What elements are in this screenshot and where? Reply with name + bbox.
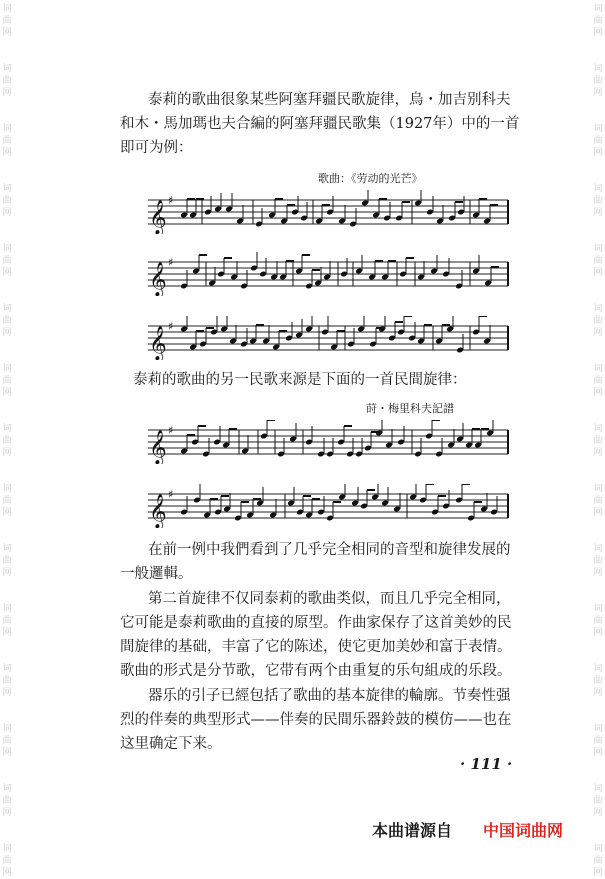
watermark-glyph: 网 [2,508,12,518]
watermark-glyph: 网 [593,808,603,818]
watermark-glyph: 网 [2,88,12,98]
watermark-glyph: 网 [2,568,12,578]
paragraph-4 [120,587,520,683]
watermark-glyph: 词 [593,784,603,794]
watermark-glyph: 曲 [2,76,12,86]
watermark-glyph: 词 [2,304,12,314]
paragraph-5-line-3: 这里确定下来。 [120,736,222,752]
watermark-glyph: 网 [593,328,603,338]
watermark-glyph: 词 [2,484,12,494]
watermark-glyph: 词 [2,724,12,734]
watermark-glyph: 词 [593,844,603,854]
watermark-glyph: 词 [2,184,12,194]
watermark-glyph: 词 [2,4,12,14]
watermark-glyph: 网 [2,688,12,698]
paragraph-5 [120,684,520,756]
watermark-glyph: 网 [2,628,12,638]
watermark-glyph: 网 [2,208,12,218]
paragraph-4-line-1: 第二首旋律不仅同泰莉的歌曲类似，而且几乎完全相同， [148,591,511,607]
paragraph-5-line-1: 器乐的引子已經包括了歌曲的基本旋律的輪廓。节奏性强 [148,688,511,704]
example-1-caption: 歌曲：《劳动的光芒》 [318,172,423,185]
watermark-glyph: 曲 [2,796,12,806]
paragraph-1-line-3: 即可为例： [120,140,193,156]
treble-clef-icon: 𝄞 [149,262,167,296]
watermark-glyph: 词 [593,724,603,734]
watermark-glyph: 词 [593,544,603,554]
watermark-glyph: 词 [593,4,603,14]
watermark-glyph: 词 [2,544,12,554]
watermark-glyph: 网 [2,148,12,158]
watermark-glyph: 网 [593,688,603,698]
watermark-glyph: 网 [593,628,603,638]
watermark-glyph: 曲 [593,736,603,746]
watermark-glyph: 词 [593,64,603,74]
paragraph-3-line-2: 一般邏輯。 [120,566,193,582]
page-number: · 111 · [460,755,513,773]
treble-clef-icon: 𝄞 [149,200,167,234]
watermark-glyph: 词 [593,664,603,674]
music-staff-4 [148,420,510,464]
watermark-glyph: 词 [2,424,12,434]
watermark-glyph: 词 [593,184,603,194]
music-staff-1 [148,190,510,234]
watermark-glyph: 曲 [593,556,603,566]
watermark-glyph: 网 [2,28,12,38]
watermark-glyph: 网 [593,868,603,878]
watermark-glyph: 曲 [593,436,603,446]
watermark-glyph: 网 [593,448,603,458]
watermark-glyph: 曲 [593,496,603,506]
watermark-glyph: 网 [2,868,12,878]
watermark-glyph: 网 [593,28,603,38]
watermark-glyph: 词 [593,484,603,494]
watermark-glyph: 网 [2,328,12,338]
watermark-glyph: 网 [593,388,603,398]
music-staff-3 [148,316,510,360]
watermark-glyph: 词 [2,604,12,614]
watermark-glyph: 曲 [593,76,603,86]
watermark-glyph: 曲 [593,316,603,326]
watermark-glyph: 曲 [593,676,603,686]
watermark-glyph: 曲 [593,256,603,266]
watermark-glyph: 网 [593,748,603,758]
watermark-glyph: 词 [2,64,12,74]
watermark-glyph: 词 [593,364,603,374]
left-watermark-strip [0,0,14,878]
watermark-glyph: 网 [593,208,603,218]
watermark-glyph: 曲 [2,496,12,506]
watermark-glyph: 曲 [2,16,12,26]
source-site: 中国词曲网 [483,821,564,840]
watermark-glyph: 词 [2,664,12,674]
example-2-credit: 莳・梅里科夫記譜 [366,402,454,415]
watermark-glyph: 曲 [593,376,603,386]
watermark-glyph: 曲 [593,616,603,626]
paragraph-1 [120,88,520,160]
sharp-icon: ♯ [168,194,174,207]
music-staff-2 [148,252,510,296]
watermark-glyph: 网 [2,808,12,818]
watermark-glyph: 曲 [593,196,603,206]
watermark-glyph: 曲 [2,556,12,566]
sharp-icon: ♯ [168,424,174,437]
treble-clef-icon: 𝄞 [149,494,167,528]
paragraph-5-line-2: 烈的伴奏的典型形式——伴奏的民間乐器鈴鼓的模仿——也在 [120,712,512,728]
paragraph-3-line-1: 在前一例中我們看到了几乎完全相同的音型和旋律发展的 [148,542,511,558]
watermark-glyph: 曲 [2,736,12,746]
paragraph-3 [120,538,520,586]
watermark-glyph: 曲 [593,796,603,806]
watermark-glyph: 网 [593,568,603,578]
watermark-glyph: 曲 [2,256,12,266]
paragraph-4-line-2: 它可能是泰莉歌曲的直接的原型。作曲家保存了这首美妙的民 [120,615,512,631]
watermark-glyph: 曲 [2,616,12,626]
source-label: 本曲谱源自 [372,821,453,840]
watermark-glyph: 词 [593,604,603,614]
watermark-glyph: 曲 [2,376,12,386]
watermark-glyph: 曲 [2,316,12,326]
paragraph-2: 泰莉的歌曲的另一民歌来源是下面的一首民間旋律： [133,372,467,388]
treble-clef-icon: 𝄞 [149,326,167,360]
watermark-glyph: 网 [2,388,12,398]
watermark-glyph: 曲 [2,196,12,206]
watermark-glyph: 词 [593,424,603,434]
treble-clef-icon: 𝄞 [149,430,167,464]
right-watermark-strip [591,0,605,878]
paragraph-1-line-1: 泰莉的歌曲很象某些阿塞拜疆民歌旋律，烏・加吉别科夫 [148,92,511,108]
watermark-glyph: 词 [2,364,12,374]
watermark-glyph: 网 [2,448,12,458]
watermark-glyph: 词 [593,124,603,134]
watermark-glyph: 词 [2,784,12,794]
watermark-glyph: 词 [2,244,12,254]
watermark-glyph: 网 [593,268,603,278]
watermark-glyph: 曲 [2,676,12,686]
sharp-icon: ♯ [168,320,174,333]
watermark-glyph: 曲 [593,856,603,866]
music-staff-5 [148,484,510,528]
paragraph-4-line-3: 間旋律的基础，丰富了它的陈述，使它更加美妙和富于表情。 [120,639,512,655]
watermark-glyph: 曲 [2,436,12,446]
watermark-glyph: 网 [2,268,12,278]
paragraph-4-line-4: 歌曲的形式是分节歌，它带有两个由重复的乐句組成的乐段。 [120,663,512,679]
watermark-glyph: 曲 [2,856,12,866]
paragraph-1-line-2: 和木・馬加瑪也夫合編的阿塞拜疆民歌集（1927年）中的一首 [120,116,520,132]
watermark-glyph: 网 [593,88,603,98]
watermark-glyph: 词 [2,124,12,134]
watermark-glyph: 词 [593,244,603,254]
watermark-glyph: 网 [2,748,12,758]
sharp-icon: ♯ [168,256,174,269]
watermark-glyph: 曲 [2,136,12,146]
watermark-glyph: 网 [593,148,603,158]
watermark-glyph: 词 [2,844,12,854]
sharp-icon: ♯ [168,488,174,501]
watermark-glyph: 曲 [593,16,603,26]
watermark-glyph: 词 [593,304,603,314]
watermark-glyph: 网 [593,508,603,518]
watermark-glyph: 曲 [593,136,603,146]
